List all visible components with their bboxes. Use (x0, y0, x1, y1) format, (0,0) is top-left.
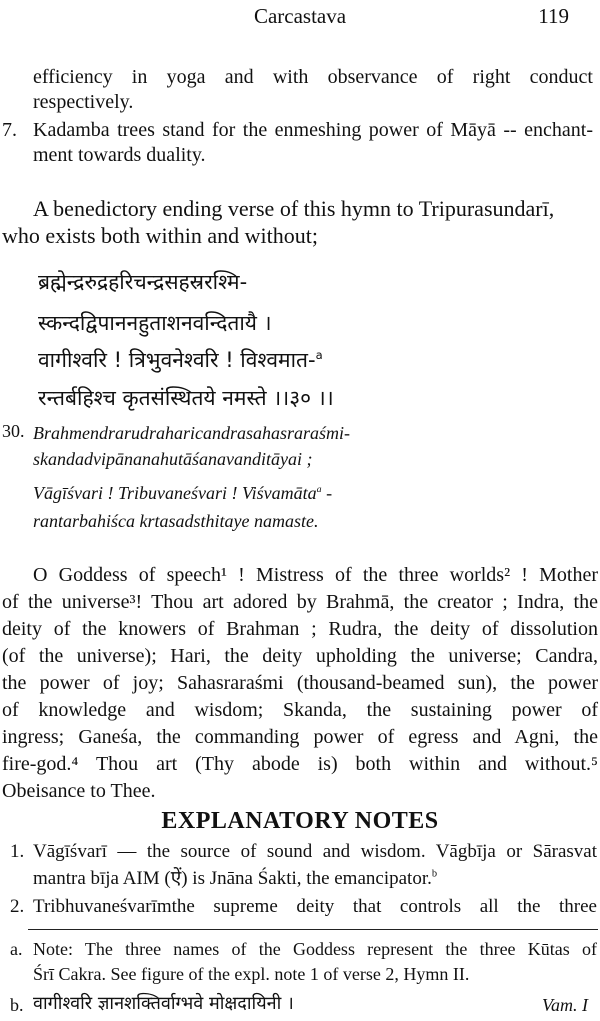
translit-line-3: Vāgīśvari ! Tribuvaneśvari ! Viśvamāta$^a$ - (33, 483, 333, 503)
translation-line: deity of the knowers of Brahman ; Rudra, the deity of dissolution (2, 618, 598, 640)
translation-line: of knowledge and wisdom; Skanda, the sustaining power of (2, 699, 598, 721)
note-1-number: 1. (10, 841, 25, 862)
note-1-line-2: mantra bīja AIM (ऐं) is Jnāna Śakti, the emancipator.$^b$ (33, 868, 438, 889)
verse-devanagari-line-4: रन्तर्बहिश्च कृतसंस्थितये नमस्ते ।।३० ।। (38, 386, 334, 410)
translation-paragraph (2, 562, 598, 805)
verse-devanagari-line-2: स्कन्दद्विपाननहुताशनवन्दितायै । (38, 311, 272, 335)
footnote-a-line-1: Note: The three names of the Goddess represent the three Kūtas of (33, 939, 597, 959)
note-1-line-1: Vāgīśvarī — the source of sound and wisdom. Vāgbīja or Sārasvat (33, 841, 597, 862)
intro-line-2: respectively. (33, 91, 134, 113)
note-2-line-1: Tribhuvaneśvarīmthe supreme deity that controls all the three (33, 896, 597, 917)
footnote-b-reference: Vam. I (542, 995, 588, 1015)
footnote-a-line-2: Śrī Cakra. See figure of the expl. note 1 of verse 2, Hymn II. (33, 964, 470, 984)
footnote-a-label: a. (10, 939, 23, 959)
translation-line: the power of joy; Sahasraraśmi (thousand-beamed sun), the power (2, 672, 598, 694)
item-7-line-2: ment towards duality. (33, 144, 206, 166)
translit-line-4: rantarbahiśca krtasadsthitaye namaste. (33, 511, 319, 531)
verse-devanagari-line-3: वागीश्वरि ! त्रिभुवनेश्वरि ! विश्वमात-$^a$ (38, 348, 323, 372)
translation-line: ingress; Ganeśa, the commanding power of egress and Agni, the (2, 726, 598, 748)
notes-heading: EXPLANATORY NOTES (161, 808, 439, 834)
running-header: Carcastava (253, 4, 347, 28)
translation-line: of the universe³! Thou art adored by Brahmā, the creator ; Indra, the (2, 591, 598, 613)
benedictory-line-1: A benedictory ending verse of this hymn to Tripurasundarī, (33, 196, 555, 221)
item-7-line-1: Kadamba trees stand for the enmeshing power of Māyā -- enchant- (33, 119, 593, 141)
footnote-divider (28, 929, 598, 930)
intro-line-1: efficiency in yoga and with observance of right conduct (33, 66, 593, 88)
translation-line: (of the universe); Hari, the deity upholding the universe; Candra, (2, 645, 598, 667)
translation-line: O Goddess of speech¹ ! Mistress of the three worlds² ! Mother (33, 564, 598, 586)
verse-number: 30. (2, 421, 25, 441)
note-2-number: 2. (10, 896, 25, 917)
verse-devanagari-line-1: ब्रह्मेन्द्ररुद्रहरिचन्द्रसहस्ररश्मि- (38, 270, 248, 294)
item-7-number: 7. (2, 119, 17, 141)
translit-line-1: Brahmendrarudraharicandrasahasraraśmi- (33, 423, 351, 443)
translit-line-2: skandadvipānanahutāśanavanditāyai ; (33, 449, 313, 469)
footnote-b-label: b. (10, 995, 24, 1015)
translation-line: fire-god.⁴ Thou art (Thy abode is) both within and without.⁵ (2, 753, 598, 775)
benedictory-line-2: who exists both within and without; (2, 223, 318, 248)
footnote-b-text: वागीश्वरि ज्ञानशक्तिर्वाग्भवे मोक्षदायिनी । (33, 993, 294, 1014)
translation-line: Obeisance to Thee. (2, 780, 156, 802)
page-number: 119 (538, 4, 569, 28)
